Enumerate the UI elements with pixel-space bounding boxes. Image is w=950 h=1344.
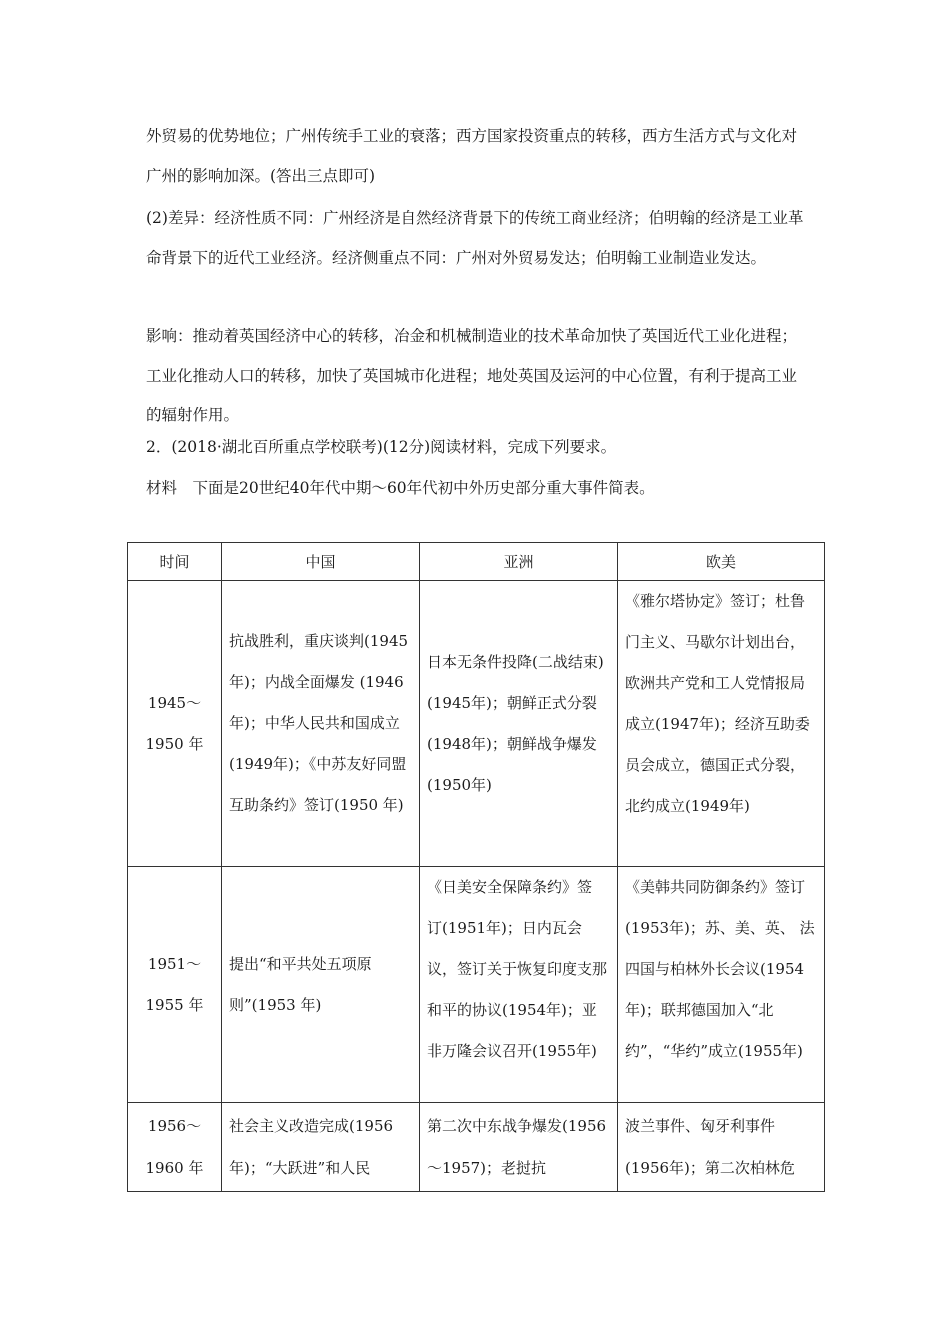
cell-china: 社会主义改造完成(1956年)；“大跃进”和人民 <box>222 1103 420 1192</box>
cell-europe-america: 波兰事件、匈牙利事件(1956年)；第二次柏林危 <box>618 1103 825 1192</box>
cell-time: 1945～1950 年 <box>128 581 222 867</box>
header-europe-america: 欧美 <box>618 543 825 581</box>
cell-asia: 《日美安全保障条约》签 订(1951年)；日内瓦会议，签订关于恢复印度支那和平的协议(1954年)；亚非万隆会议召开(1955年) <box>420 867 618 1103</box>
table-row <box>128 581 825 867</box>
header-asia: 亚洲 <box>420 543 618 581</box>
question-2-heading: 2．(2018·湖北百所重点学校联考)(12分)阅读材料，完成下列要求。 <box>146 438 617 456</box>
cell-time: 1956～1960 年 <box>128 1103 222 1192</box>
cell-asia: 日本无条件投降(二战结束)(1945年)；朝鲜正式分裂(1948年)；朝鲜战争爆发(1950年) <box>420 581 618 867</box>
answer-paragraph-impact: 影响：推动着英国经济中心的转移，冶金和机械制造业的技术革命加快了英国近代工业化进程；工业化推动人口的转移，加快了英国城市化进程；地处英国及运河的中心位置，有利于提高工业的辐射作用。 <box>146 327 798 424</box>
header-china: 中国 <box>222 543 420 581</box>
material-intro: 材料 下面是20世纪40年代中期～60年代初中外历史部分重大事件简表。 <box>146 479 655 497</box>
cell-china: 提出“和平共处五项原则”(1953 年) <box>222 867 420 1103</box>
cell-asia: 第二次中东战争爆发(1956～1957)；老挝抗 <box>420 1103 618 1192</box>
cell-europe-america: 《美韩共同防御条约》签订(1953年)；苏、美、英、 法四国与柏林外长会议(1954年)；联邦德国加入“北约”，“华约”成立(1955年) <box>618 867 825 1103</box>
answer-paragraph-trade: 外贸易的优势地位；广州传统手工业的衰落；西方国家投资重点的转移，西方生活方式与文化对广州的影响加深。(答出三点即可) <box>146 127 798 185</box>
table-row <box>128 1103 825 1192</box>
answer-paragraph-difference: (2)差异：经济性质不同：广州经济是自然经济背景下的传统工商业经济；伯明翰的经济是工业革命背景下的近代工业经济。经济侧重点不同：广州对外贸易发达；伯明翰工业制造业发达。 <box>146 209 804 267</box>
table-row <box>128 867 825 1103</box>
table-header-row <box>128 543 825 581</box>
cell-time: 1951～1955 年 <box>128 867 222 1103</box>
cell-china: 抗战胜利，重庆谈判(1945年)；内战全面爆发 (1946年)；中华人民共和国成立(1949年)；《中苏友好同盟互助条约》签订(1950 年) <box>222 581 420 867</box>
history-events-table <box>127 542 825 1192</box>
cell-europe-america: 《雅尔塔协定》签订；杜鲁门主义、马歇尔计划出台，欧洲共产党和工人党情报局成立(1947年)；经济互助委员会成立，德国正式分裂，北约成立(1949年) <box>618 581 825 867</box>
header-time: 时间 <box>128 543 222 581</box>
